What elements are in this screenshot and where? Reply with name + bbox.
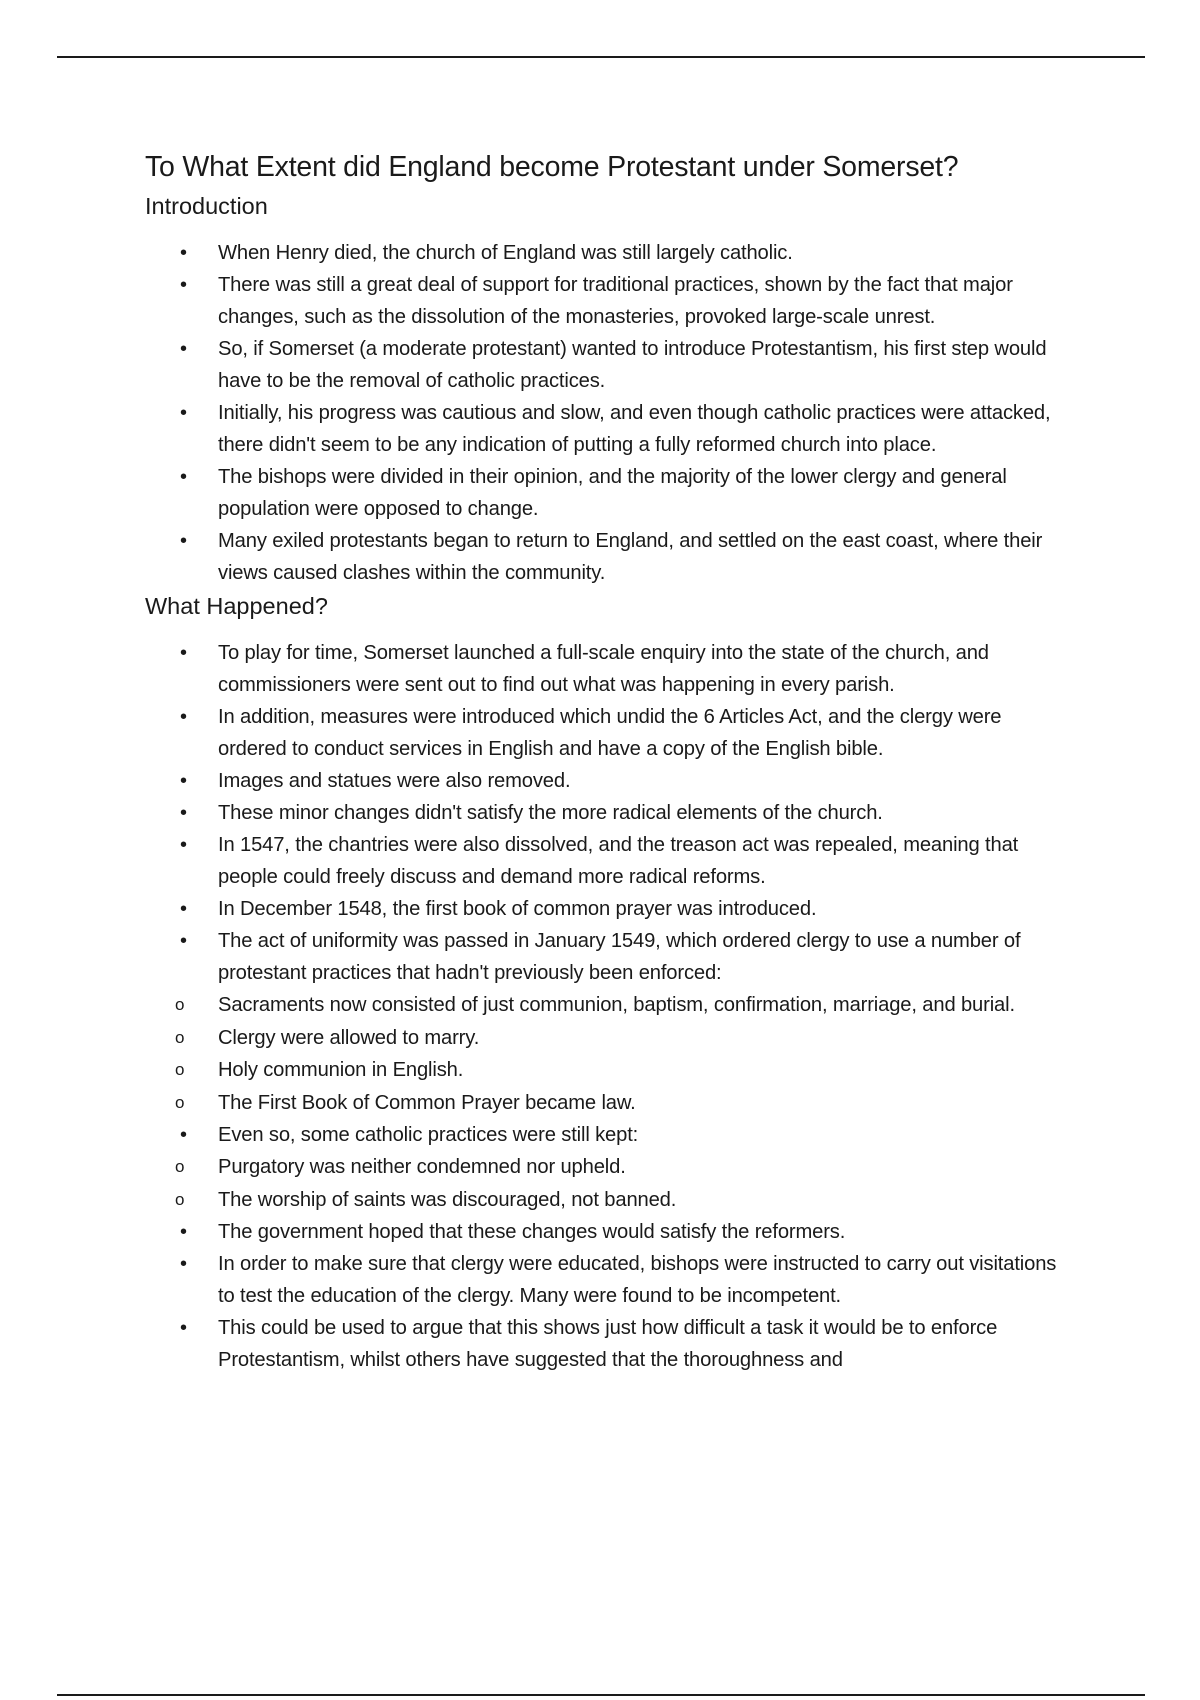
list-item: • To play for time, Somerset launched a full-scale enquiry into the state of the church, and commissioners were sent out to find out what was happening in every parish.	[145, 637, 1075, 701]
sub-list-item: o The worship of saints was discouraged, not banned.	[218, 1184, 1075, 1217]
introduction-list	[145, 237, 1075, 589]
list-item: • In addition, measures were introduced which undid the 6 Articles Act, and the clergy were ordered to conduct services in English and have a copy of the English bible.	[145, 701, 1075, 765]
heading-what-happened: What Happened?	[145, 593, 328, 619]
list-item: • The bishops were divided in their opinion, and the majority of the lower clergy and general population were opposed to change.	[145, 461, 1075, 525]
catholic-sublist	[218, 1151, 1075, 1216]
heading-introduction: Introduction	[145, 193, 268, 219]
sub-list-item: o The First Book of Common Prayer became law.	[218, 1087, 1075, 1120]
what-happened-list	[145, 637, 1075, 1376]
list-item-uniformity	[145, 925, 1075, 1119]
list-item-text: The act of uniformity was passed in January 1549, which ordered clergy to use a number of protestant practices that hadn't previously been enforced:	[218, 930, 1021, 984]
list-item: • Initially, his progress was cautious and slow, and even though catholic practices were attacked, there didn't seem to be any indication of putting a fully reformed church into place.	[145, 397, 1075, 461]
header-rule	[57, 56, 1145, 58]
sub-list-item: o Holy communion in English.	[218, 1054, 1075, 1087]
document-body	[145, 145, 1075, 1376]
list-item-catholic	[145, 1119, 1075, 1216]
list-item: • So, if Somerset (a moderate protestant) wanted to introduce Protestantism, his first step would have to be the removal of catholic practices.	[145, 333, 1075, 397]
sub-list-item: o Sacraments now consisted of just communion, baptism, confirmation, marriage, and burial.	[218, 989, 1075, 1022]
list-item: • There was still a great deal of support for traditional practices, shown by the fact that major changes, such as the dissolution of the monasteries, provoked large-scale unrest.	[145, 269, 1075, 333]
document-title: To What Extent did England become Protestant under Somerset?	[145, 151, 959, 183]
list-item: • This could be used to argue that this shows just how difficult a task it would be to enforce Protestantism, whilst others have suggested that the thoroughness and	[145, 1312, 1075, 1376]
list-item: • In order to make sure that clergy were educated, bishops were instructed to carry out visitations to test the education of the clergy. Many were found to be incompetent.	[145, 1248, 1075, 1312]
footer-rule	[57, 1694, 1145, 1696]
list-item: • Many exiled protestants began to return to England, and settled on the east coast, where their views caused clashes within the community.	[145, 525, 1075, 589]
uniformity-sublist	[218, 989, 1075, 1119]
list-item-text: Even so, some catholic practices were still kept:	[218, 1124, 639, 1146]
list-item: • Images and statues were also removed.	[145, 765, 1075, 797]
list-item: • In 1547, the chantries were also dissolved, and the treason act was repealed, meaning that people could freely discuss and demand more radical reforms.	[145, 829, 1075, 893]
sub-list-item: o Purgatory was neither condemned nor upheld.	[218, 1151, 1075, 1184]
list-item: • These minor changes didn't satisfy the more radical elements of the church.	[145, 797, 1075, 829]
list-item: • In December 1548, the first book of common prayer was introduced.	[145, 893, 1075, 925]
sub-list-item: o Clergy were allowed to marry.	[218, 1022, 1075, 1055]
list-item: • The government hoped that these changes would satisfy the reformers.	[145, 1216, 1075, 1248]
list-item: • When Henry died, the church of England was still largely catholic.	[145, 237, 1075, 269]
